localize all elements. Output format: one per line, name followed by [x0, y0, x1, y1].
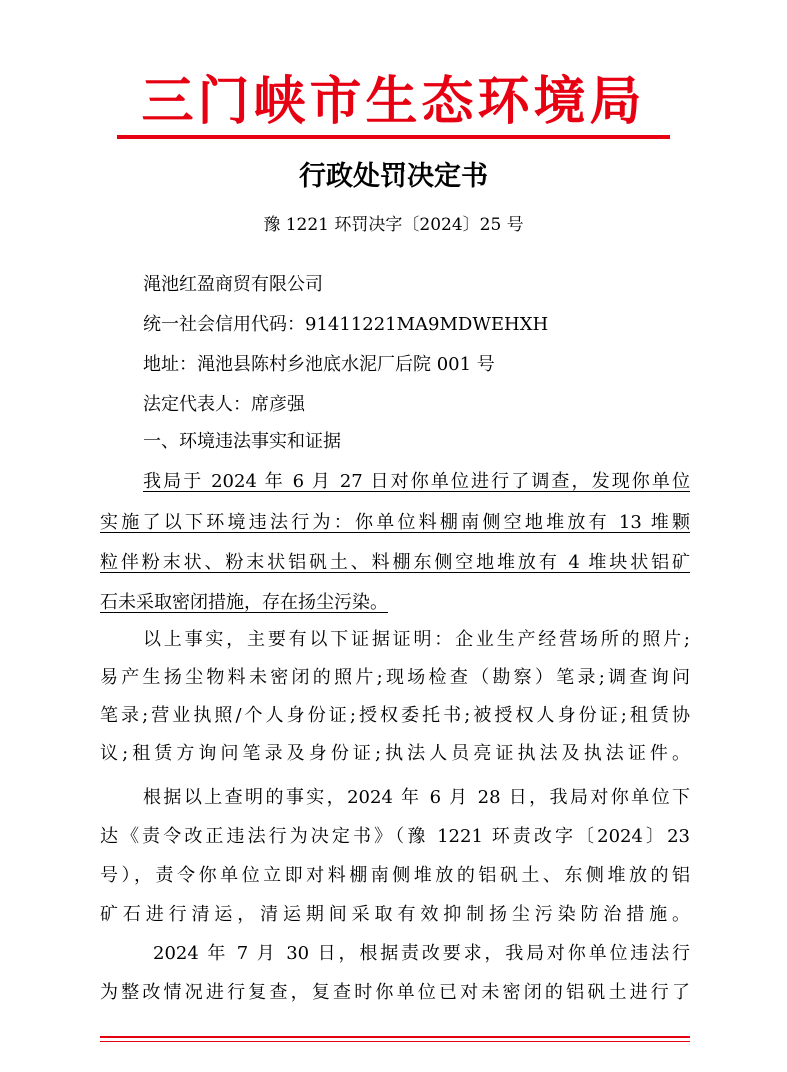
- facts-line: 石未采取密闭措施，存在扬尘污染。: [100, 592, 388, 613]
- review-line: 为整改情况进行复查，复查时你单位已对未密闭的铝矾土进行了: [100, 982, 690, 1003]
- letterhead-divider: [117, 135, 670, 139]
- evidence-line: 以上事实，主要有以下证据证明：企业生产经营场所的照片;: [143, 629, 690, 650]
- party-company: 渑池红盈商贸有限公司: [143, 274, 323, 295]
- review-line: 2024 年 7 月 30 日，根据责改要求，我局对你单位违法行: [153, 943, 690, 964]
- facts-line: 粒伴粉末状、粉末状铝矾土、料棚东侧空地堆放有 4 堆块状铝矿: [100, 552, 690, 573]
- agency-letterhead: 三门峡市生态环境局: [141, 72, 646, 132]
- evidence-line: 议;租赁方询问笔录及身份证;执法人员亮证执法及执法证件。: [100, 743, 690, 764]
- facts-line: 我局于 2024 年 6 月 27 日对你单位进行了调查，发现你单位: [143, 471, 690, 492]
- footer-divider: [100, 1036, 690, 1038]
- evidence-line: 易产生扬尘物料未密闭的照片;现场检查（勘察）笔录;调查询问: [100, 667, 690, 688]
- evidence-line: 笔录;营业执照/个人身份证;授权委托书;被授权人身份证;租赁协: [100, 705, 690, 726]
- party-legal-rep: 法定代表人：席彦强: [143, 394, 305, 415]
- order-line: 根据以上查明的事实，2024 年 6 月 28 日，我局对你单位下: [143, 787, 690, 808]
- party-address: 地址：渑池县陈村乡池底水泥厂后院 001 号: [143, 354, 495, 375]
- order-line: 达《责令改正违法行为决定书》（豫 1221 环责改字〔2024〕23: [100, 826, 690, 847]
- document-number: 豫 1221 环罚决字〔2024〕25 号: [263, 215, 524, 235]
- facts-line: 实施了以下环境违法行为：你单位料棚南侧空地堆放有 13 堆颗: [100, 512, 690, 533]
- order-line: 矿石进行清运，清运期间采取有效抑制扬尘污染防治措施。: [100, 904, 690, 925]
- party-credit-code: 统一社会信用代码：91411221MA9MDWEHXH: [143, 314, 549, 335]
- order-line: 号），责令你单位立即对料棚南侧堆放的铝矾土、东侧堆放的铝: [100, 865, 690, 886]
- footer-divider-thin: [100, 1041, 690, 1042]
- document-title: 行政处罚决定书: [299, 161, 488, 192]
- section-heading-facts: 一、环境违法事实和证据: [143, 431, 341, 452]
